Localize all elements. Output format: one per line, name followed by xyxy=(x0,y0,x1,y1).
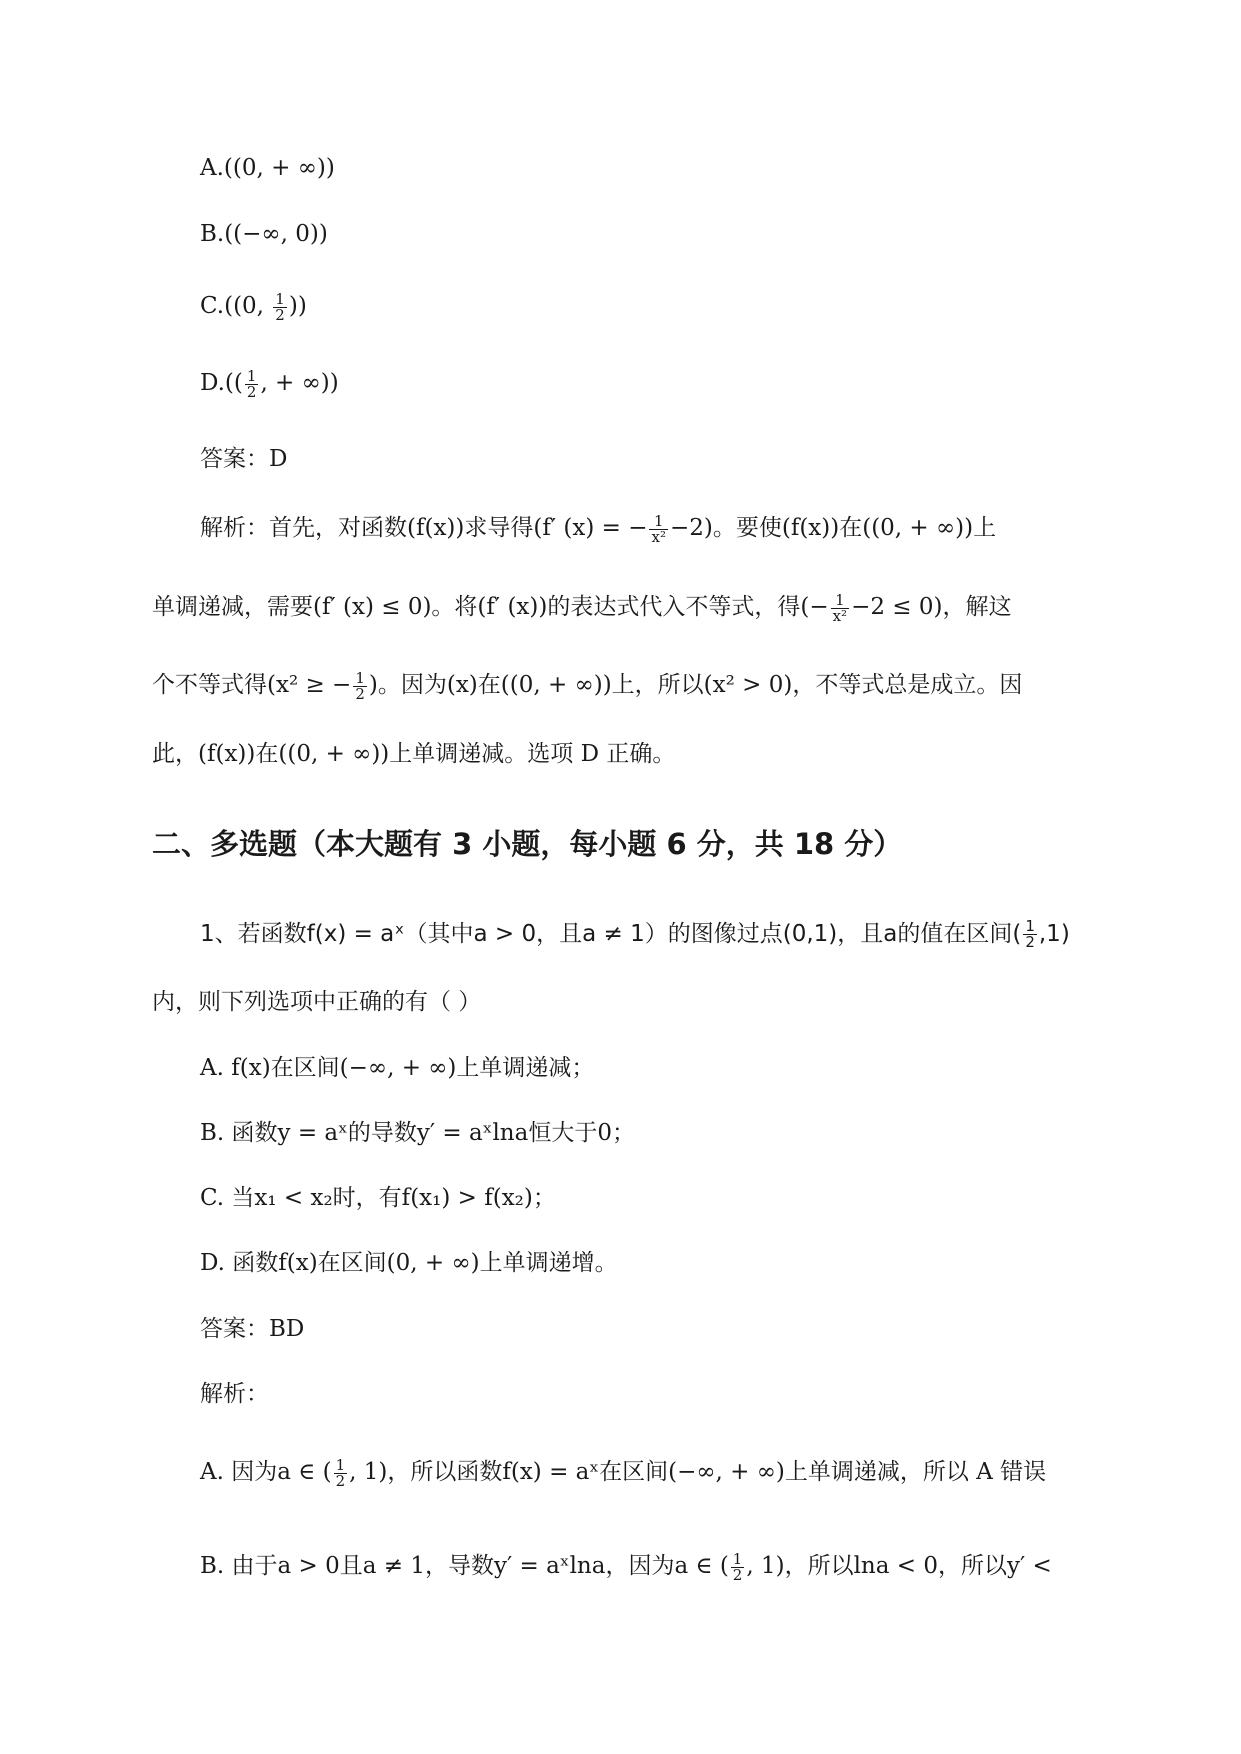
q1-option-b: B. 函数y = aˣ的导数y′ = aˣlna恒大于0； xyxy=(200,1120,635,1146)
option-d: D.(( $\frac{1}{2}$ , + ∞)) xyxy=(200,366,339,401)
fraction: $\frac{1}{2}$ xyxy=(1025,917,1035,951)
section-heading: 二、多选题（本大题有 3 小题，每小题 6 分，共 18 分） xyxy=(152,827,903,861)
option-a: A.((0, + ∞)) xyxy=(200,155,335,181)
analysis-line-2: 单调递减，需要(f′ (x) ≤ 0)。将(f′ (x))的表达式代入不等式，得(− $\frac{1}{\text{x²}}$ −2 ≤ 0)，解这 xyxy=(152,590,1012,625)
q1-analysis-b: B. 由于a > 0且a ≠ 1，导数y′ = aˣlna，因为a ∈ ( $\frac{1}{2}$ , 1)，所以lna < 0，所以y′ < xyxy=(200,1549,1052,1584)
option-c: C.((0, $\frac{1}{2}$ )) xyxy=(200,289,307,324)
question-stem-line-2: 内，则下列选项中正确的有（ ） xyxy=(152,989,482,1015)
analysis-line-3: 个不等式得(x² ≥ − $\frac{1}{2}$ )。因为(x)在((0, + ∞))上，所以(x² > 0)，不等式总是成立。因 xyxy=(152,668,1023,703)
fraction: $\frac{1}{2}$ xyxy=(732,1549,743,1584)
q1-analysis-label: 解析： xyxy=(200,1381,269,1407)
option-b: B.((−∞, 0)) xyxy=(200,221,328,247)
q1-option-d: D. 函数f(x)在区间(0, + ∞)上单调递增。 xyxy=(200,1250,618,1276)
fraction: $\frac{1}{2}$ xyxy=(275,289,285,324)
fraction: $\frac{1}{2}$ xyxy=(355,668,365,703)
q1-answer: 答案：BD xyxy=(200,1316,305,1342)
fraction: $\frac{1}{2}$ xyxy=(246,366,257,401)
analysis-line-1: 解析：首先，对函数(f(x))求导得(f′ (x) = − $\frac{1}{\text{x²}}$ −2)。要使(f(x))在((0, + ∞))上 xyxy=(200,511,997,546)
analysis-line-4: 此，(f(x))在((0, + ∞))上单调递减。选项 D 正确。 xyxy=(152,741,676,767)
fraction: $\frac{1}{\text{x²}}$ xyxy=(651,511,666,546)
answer-line: 答案：D xyxy=(200,446,288,472)
fraction: $\frac{1}{2}$ xyxy=(335,1455,346,1490)
question-stem: 1、若函数f(x) = aˣ（其中a > 0，且a ≠ 1）的图像过点(0,1)，且a的值在区间( $\frac{1}{2}$ ,1) xyxy=(200,917,1070,951)
q1-option-a: A. f(x)在区间(−∞, + ∞)上单调递减； xyxy=(200,1055,595,1081)
q1-analysis-a: A. 因为a ∈ ( $\frac{1}{2}$ , 1)，所以函数f(x) = aˣ在区间(−∞, + ∞)上单调递减，所以 A 错误 xyxy=(200,1455,1047,1490)
q1-option-c: C. 当x₁ < x₂时，有f(x₁) > f(x₂)； xyxy=(200,1185,556,1211)
fraction: $\frac{1}{\text{x²}}$ xyxy=(832,590,848,625)
